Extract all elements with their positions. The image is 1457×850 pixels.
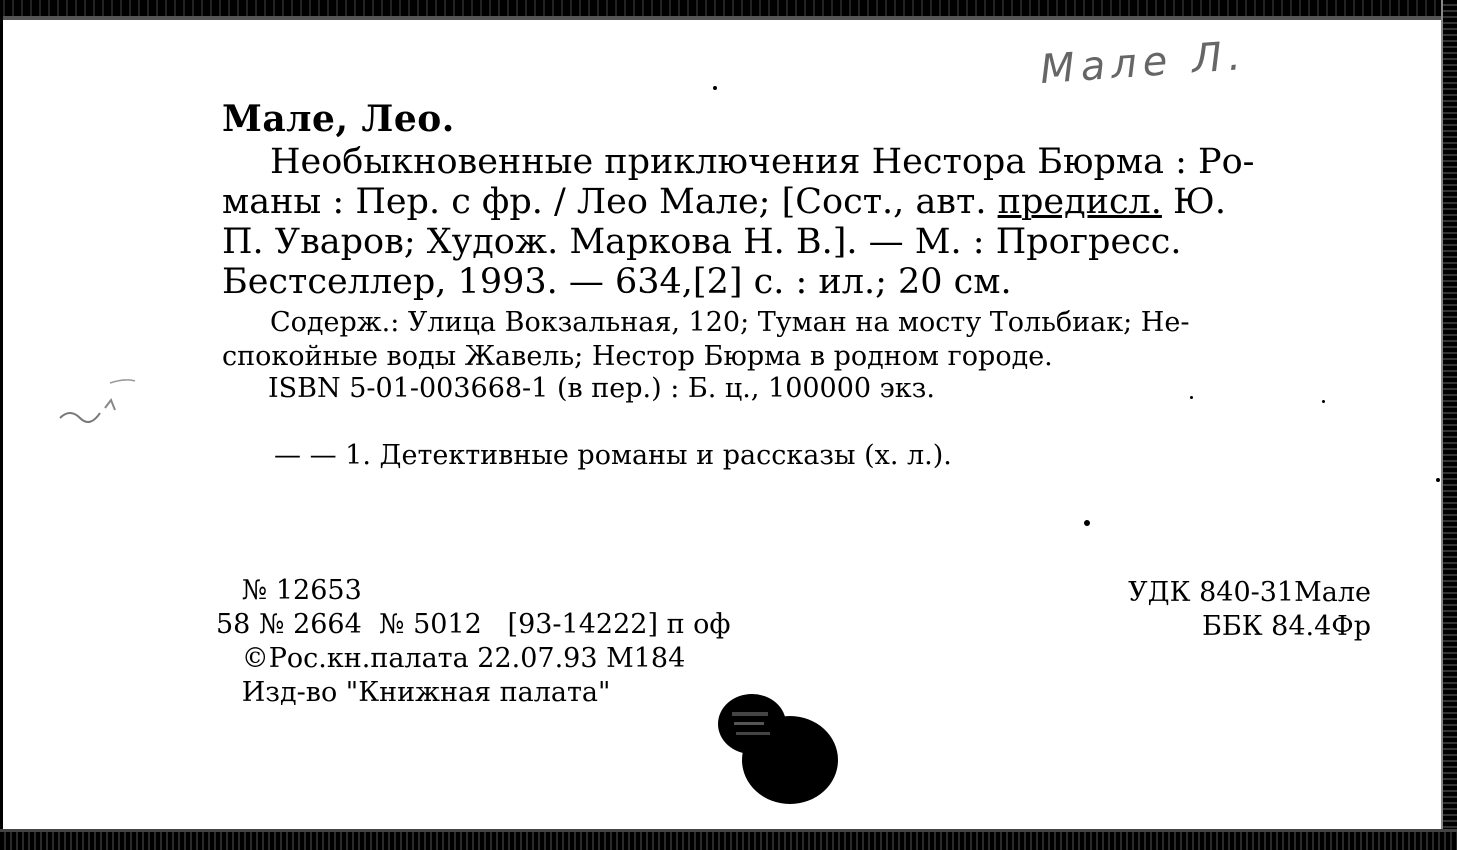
author-heading: Мале, Лео.	[222, 98, 455, 140]
ink-speck	[1190, 396, 1193, 399]
subject-heading: — — 1. Детективные романы и рассказы (х. л.).	[274, 440, 952, 471]
margin-pencil-mark	[50, 378, 140, 438]
title-line-4: Бестселлер, 1993. — 634,[2] с. : ил.; 20 см.	[222, 262, 1012, 302]
card-border-top	[0, 0, 1457, 16]
title-description	[222, 142, 1372, 302]
catalog-line-4: Изд-во "Книжная палата"	[216, 677, 611, 708]
card-border-top-inner	[0, 16, 1457, 20]
card-border-left	[0, 0, 3, 850]
catalog-line-3: ©Рос.кн.палата 22.07.93 М184	[216, 643, 686, 674]
ink-speck	[1322, 400, 1325, 403]
catalog-line-2: 58 № 2664 № 5012 [93-14222] п оф	[216, 609, 731, 640]
title-line-3: П. Уваров; Худож. Маркова Н. В.]. — М. : Прогресс.	[222, 222, 1182, 262]
card-border-right	[1443, 0, 1457, 850]
udk-code: УДК 840-31Мале	[1128, 577, 1371, 608]
ink-speck	[713, 86, 717, 90]
card-border-bottom	[0, 832, 1457, 850]
title-line-1: Необыкновенные приключения Нестора Бюрма : Ро-	[270, 142, 1255, 182]
bbk-code: ББК 84.4Фр	[1202, 611, 1371, 642]
contents-line-2: спокойные воды Жавель; Нестор Бюрма в родном городе.	[222, 341, 1053, 372]
handwritten-note: Мале Л.	[1038, 32, 1249, 94]
catalog-line-1: № 12653	[216, 575, 362, 606]
ink-speck	[1084, 520, 1090, 526]
ink-speck	[1436, 478, 1440, 482]
isbn-line: ISBN 5-01-003668-1 (в пер.) : Б. ц., 100000 экз.	[268, 373, 935, 404]
underlined-word: предисл.	[997, 182, 1162, 222]
catalog-numbers	[216, 574, 731, 710]
ink-blot-stamp	[712, 692, 842, 807]
contents-note	[222, 306, 1372, 374]
contents-line-1: Содерж.: Улица Вокзальная, 120; Туман на мосту Тольбиак; Не-	[270, 307, 1190, 338]
classification-codes	[1128, 576, 1371, 644]
title-line-2: маны : Пер. с фр. / Лео Мале; [Сост., авт. предисл. Ю.	[222, 182, 1226, 222]
